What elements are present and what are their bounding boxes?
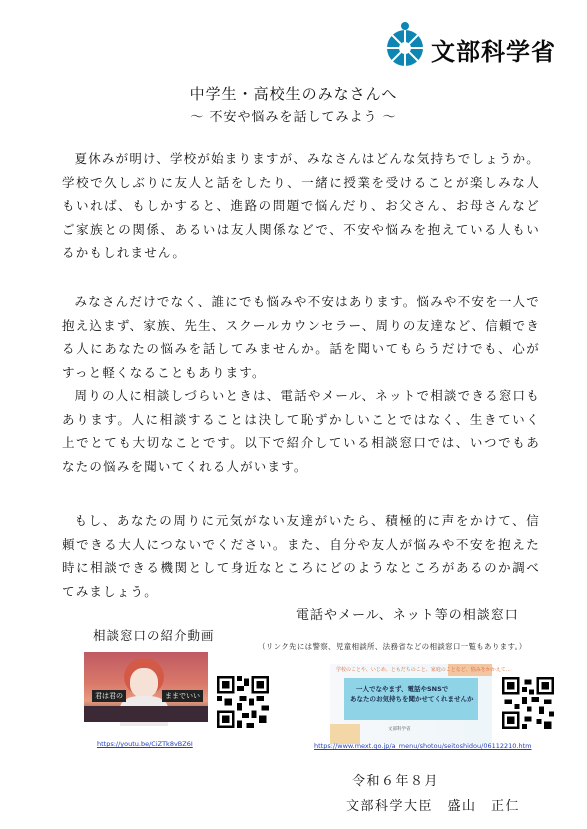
- paragraph-3: 周りの人に相談しづらいときは、電話やメール、ネットで相談できる窓口もあります。人に相談することは決して恥ずかしいことではなく、生きていく上でとても大切なことです。以下で紹介している相談窓口では、いつでもあなたの悩みを聞いてくれる人がいます。: [62, 388, 540, 474]
- banner-line-3: あなたのお気持ちを聞かせてくれませんか: [350, 695, 474, 703]
- qr-code-icon[interactable]: [502, 677, 554, 729]
- banner-decoration: [330, 724, 360, 744]
- logo-text: 文部科学省: [431, 38, 556, 66]
- city-silhouette: [84, 706, 208, 722]
- thumbnail-caption-left: 君は君の: [92, 690, 126, 702]
- contact-section-heading: 電話やメール、ネット等の相談窓口: [296, 608, 519, 623]
- mext-logo: [385, 26, 555, 72]
- video-section-heading: 相談窓口の紹介動画: [93, 628, 215, 643]
- character-face: [130, 668, 158, 698]
- page-title: 中学生・高校生のみなさんへ: [189, 85, 398, 103]
- qr-code-icon[interactable]: [217, 676, 269, 728]
- contact-banner[interactable]: [330, 664, 511, 744]
- banner-line-2: 一人でなやまず、電話やSNSで: [356, 685, 449, 693]
- mext-emblem-icon: [385, 28, 425, 68]
- thumbnail-caption-right: ままでいい: [162, 690, 203, 702]
- paragraph-4: もし、あなたの周りに元気がない友達がいたら、積極的に声をかけて、信頼できる大人につないでください。また、自分や友人が悩みや不安を抱えた時に相談できる機関として身近なところにどのようなところがあるのか調べてみましょう。: [62, 513, 540, 599]
- page-subtitle: ～ 不安や悩みを話してみよう ～: [190, 110, 397, 125]
- issue-date: 令和６年８月: [352, 774, 440, 789]
- paragraph-2: みなさんだけでなく、誰にでも悩みや不安はあります。悩みや不安を一人で抱え込まず、家族、先生、スクールカウンセラー、周りの友達など、信頼できる人にあなたの悩みを話してみませんか。話を聞いてもらうだけでも、心がすっと軽くなることもあります。: [62, 294, 540, 380]
- contact-section-note: （リンク先には警察、児童相談所、法務省などの相談窓口一覧もあります。）: [258, 642, 527, 651]
- signature: 文部科学大臣 盛山 正仁: [346, 799, 521, 814]
- video-link[interactable]: https://youtu.be/CiZTk8vBZ6I: [97, 740, 193, 748]
- paragraph-1: 夏休みが明け、学校が始まりますが、みなさんはどんな気持ちでしょうか。学校で久しぶりに友人と話をしたり、一緒に授業を受けることが楽しみな人もいれば、もしかすると、進路の問題で悩んだり、お父さん、お母さんなどご家族との関係、あるいは友人関係などで、不安や悩みを抱えている人もいるかもしれません。: [62, 151, 540, 260]
- contact-link[interactable]: https://www.mext.go.jp/a_menu/shotou/seitoshidou/06112210.htm: [314, 742, 532, 750]
- banner-footer: 文部科学省: [388, 727, 411, 732]
- video-thumbnail[interactable]: [84, 652, 208, 722]
- banner-line-1: 学校のことや、いじめ、ともだちのこと、家庭のことなど、悩みをかかえて…: [336, 667, 511, 673]
